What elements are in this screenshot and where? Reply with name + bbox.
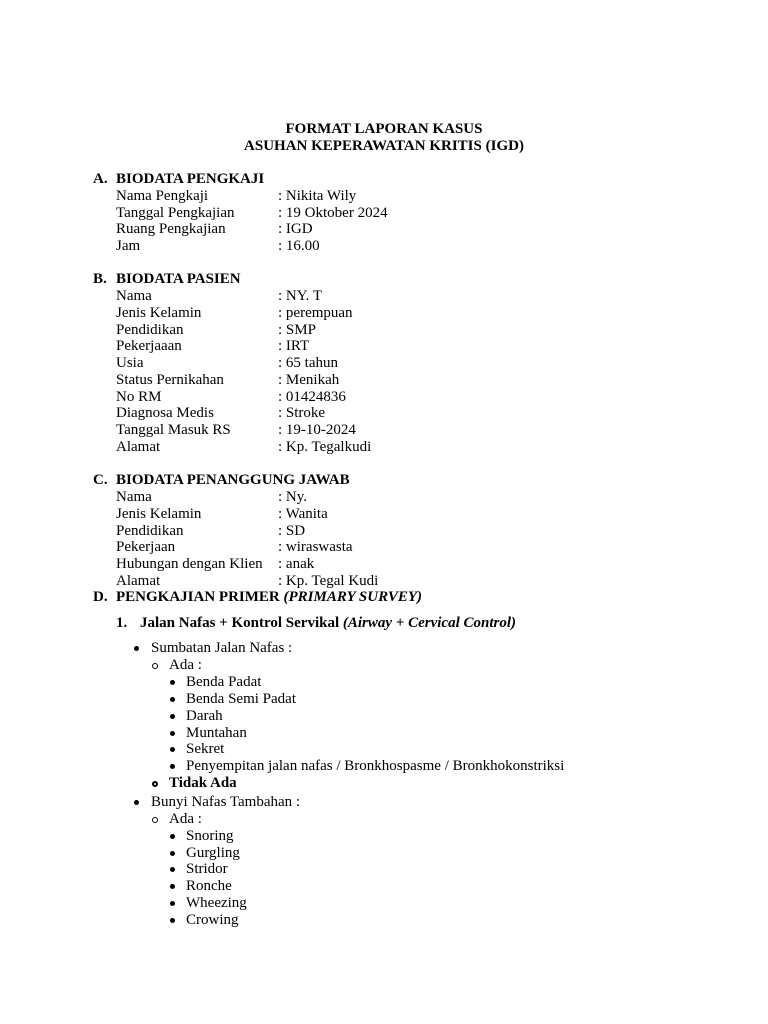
field-label: Diagnosa Medis xyxy=(116,405,214,421)
field-value: : 65 tahun xyxy=(278,355,338,371)
field-label: Hubungan dengan Klien xyxy=(116,556,263,572)
field-label: Nama xyxy=(116,489,152,505)
field-value: : SD xyxy=(278,523,306,539)
field-value: : Stroke xyxy=(278,405,326,421)
field-label: Pekerjaan xyxy=(116,539,176,555)
bullet-icon xyxy=(170,834,175,839)
field-value: : Menikah xyxy=(278,372,340,388)
bullet-icon xyxy=(134,646,139,651)
bullet-icon xyxy=(170,918,175,923)
list-item: Wheezing xyxy=(186,895,247,911)
bullet-icon xyxy=(170,764,175,769)
list-item: Snoring xyxy=(186,828,234,844)
field-label: Nama Pengkaji xyxy=(116,188,209,204)
field-value: : IRT xyxy=(278,338,310,354)
bullet-icon xyxy=(170,884,175,889)
field-label: Jam xyxy=(116,238,141,254)
field-label: Nama xyxy=(116,288,152,304)
section-d-marker: D. xyxy=(93,589,108,605)
list-item: Bunyi Nafas Tambahan : xyxy=(151,794,301,810)
circle-bullet-icon xyxy=(152,817,158,823)
field-value: : anak xyxy=(278,556,315,572)
section-a-heading: BIODATA PENGKAJI xyxy=(116,171,265,187)
section-c-heading: BIODATA PENANGGUNG JAWAB xyxy=(116,472,350,488)
list-item: Benda Padat xyxy=(186,674,262,690)
subsection-title-italic: (Airway + Cervical Control) xyxy=(342,615,517,631)
bullet-icon xyxy=(170,747,175,752)
document-title-line2: ASUHAN KEPERAWATAN KRITIS (IGD) xyxy=(244,138,524,154)
field-value: : IGD xyxy=(278,221,313,237)
list-item: Sumbatan Jalan Nafas : xyxy=(151,640,293,656)
section-d-heading-text: PENGKAJIAN PRIMER xyxy=(116,589,280,605)
field-label: Jenis Kelamin xyxy=(116,305,202,321)
section-b-heading: BIODATA PASIEN xyxy=(116,271,241,287)
field-value: : Kp. Tegalkudi xyxy=(278,439,372,455)
field-label: Pendidikan xyxy=(116,322,184,338)
bullet-icon xyxy=(170,901,175,906)
field-value: : 19-10-2024 xyxy=(278,422,356,438)
bullet-icon xyxy=(170,731,175,736)
field-label: Tanggal Masuk RS xyxy=(116,422,231,438)
field-label: Ruang Pengkajian xyxy=(116,221,226,237)
subsection-title-text: Jalan Nafas + Kontrol Servikal xyxy=(140,615,340,631)
list-item: Ada : xyxy=(169,811,202,827)
section-c-marker: C. xyxy=(93,472,108,488)
section-d-heading xyxy=(116,589,422,606)
bullet-icon xyxy=(170,714,175,719)
field-label: Jenis Kelamin xyxy=(116,506,202,522)
field-label: Alamat xyxy=(116,439,161,455)
field-value: : 19 Oktober 2024 xyxy=(278,205,388,221)
field-value: : Wanita xyxy=(278,506,328,522)
list-item: Tidak Ada xyxy=(169,775,237,791)
list-item: Penyempitan jalan nafas / Bronkhospasme / Bronkhokonstriksi xyxy=(186,758,565,774)
field-label: No RM xyxy=(116,389,162,405)
list-item: Ada : xyxy=(169,657,202,673)
field-value: : 16.00 xyxy=(278,238,320,254)
field-label: Tanggal Pengkajian xyxy=(116,205,235,221)
section-d-heading-italic: (PRIMARY SURVEY) xyxy=(283,589,423,605)
subsection-title xyxy=(140,615,516,632)
bullet-icon xyxy=(170,697,175,702)
field-value: : Nikita Wily xyxy=(278,188,357,204)
bullet-icon xyxy=(134,800,139,805)
field-value: : 01424836 xyxy=(278,389,346,405)
subsection-number: 1. xyxy=(116,615,128,631)
field-value: : SMP xyxy=(278,322,316,338)
field-label: Alamat xyxy=(116,573,161,589)
field-value: : wiraswasta xyxy=(278,539,353,555)
section-a-marker: A. xyxy=(93,171,108,187)
list-item: Ronche xyxy=(186,878,232,894)
field-label: Status Pernikahan xyxy=(116,372,224,388)
bullet-icon xyxy=(170,867,175,872)
field-value: : perempuan xyxy=(278,305,353,321)
list-item: Darah xyxy=(186,708,223,724)
list-item: Gurgling xyxy=(186,845,240,861)
circle-bullet-icon xyxy=(152,663,158,669)
bullet-icon xyxy=(170,851,175,856)
circle-bullet-icon xyxy=(152,781,158,787)
field-label: Usia xyxy=(116,355,144,371)
list-item: Muntahan xyxy=(186,725,247,741)
field-value: : Kp. Tegal Kudi xyxy=(278,573,379,589)
section-b-marker: B. xyxy=(93,271,107,287)
field-label: Pendidikan xyxy=(116,523,184,539)
field-label: Pekerjaaan xyxy=(116,338,182,354)
field-value: : NY. T xyxy=(278,288,323,304)
list-item: Stridor xyxy=(186,861,228,877)
field-value: : Ny. xyxy=(278,489,308,505)
bullet-icon xyxy=(170,680,175,685)
list-item: Benda Semi Padat xyxy=(186,691,296,707)
list-item: Sekret xyxy=(186,741,225,757)
document-title-line1: FORMAT LAPORAN KASUS xyxy=(285,121,483,137)
list-item: Crowing xyxy=(186,912,239,928)
